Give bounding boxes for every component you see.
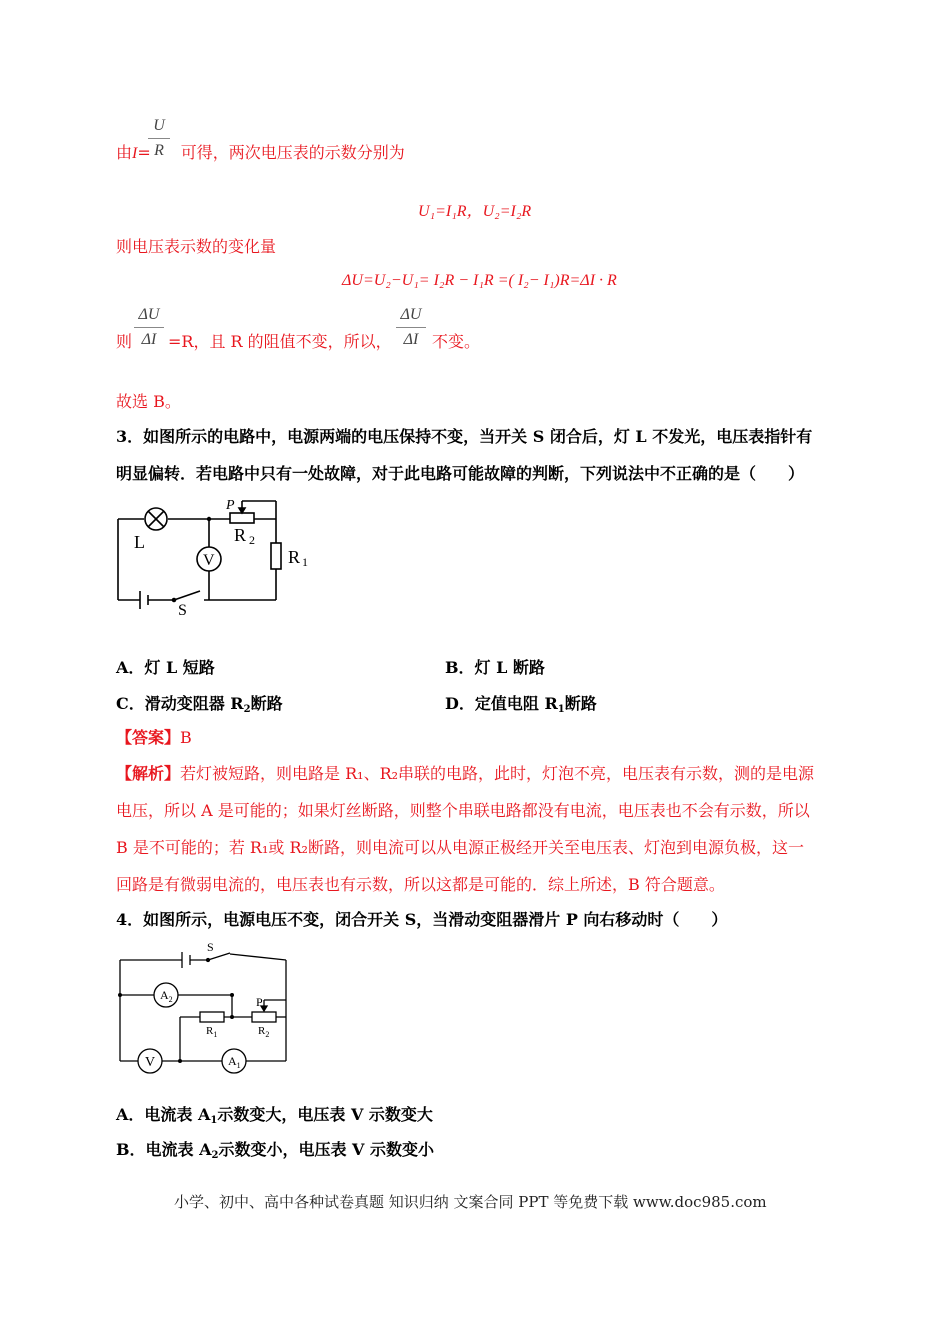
q3-stem-line-1: 3．如图所示的电路中，电源两端的电压保持不变，当开关 S 闭合后，灯 L 不发光，电压表指针有	[116, 427, 813, 446]
q3-option-c: C．滑动变阻器 $R_2$断路	[116, 694, 283, 715]
label-R1: R 1	[288, 547, 309, 569]
fraction-du-over-di-2: ΔU ΔI	[396, 305, 426, 350]
conclusion: 故选 B。	[116, 392, 181, 411]
analysis-line-2: 电压，所以 A 是可能的；如果灯丝断路，则整个串联电路都没有电流，电压表也不会有示数，所以	[116, 801, 810, 820]
q4-stem: 4．如图所示，电源电压不变，闭合开关 S，当滑动变阻器滑片 P 向右移动时（ ）	[116, 910, 728, 929]
q3-circuit-diagram	[108, 495, 318, 620]
equation-u1-u2: U₁=I₁R，U₂=I₂R	[418, 203, 532, 220]
solution-line-2: 则电压表示数的变化量	[116, 237, 277, 256]
q4-option-a: A．电流表 $A_1$示数变大，电压表 V 示数变大	[116, 1105, 433, 1126]
label-A1: $A_1$	[228, 1054, 241, 1070]
q3-option-b: B．灯 L 断路	[445, 658, 545, 677]
frac-numerator: U	[153, 117, 165, 134]
q3-analysis	[116, 755, 836, 903]
q3-option-a: A．灯 L 短路	[116, 658, 215, 677]
solution-line-1: 由I= 可得，两次电压表的示数分别为	[116, 143, 405, 162]
label-S: S	[207, 940, 214, 954]
q3-answer: 【答案】B	[116, 728, 192, 747]
label-R2: $R_2$	[258, 1025, 270, 1039]
q3-option-d: D．定值电阻 $R_1$断路	[445, 694, 597, 715]
fraction-du-over-di-1: ΔU ΔI	[134, 305, 164, 350]
solution-line-3a: 则	[116, 332, 133, 351]
q4-circuit-diagram	[110, 940, 295, 1080]
analysis-line-4: 回路是有微弱电流的，电压表也有示数，所以这都是可能的．综上所述，B 符合题意。	[116, 875, 725, 894]
q3-stem-line-2: 明显偏转．若电路中只有一处故障，对于此电路可能故障的判断，下列说法中不正确的是（ ）	[116, 464, 805, 483]
label-R1: $R_1$	[206, 1025, 218, 1039]
label-S: S	[178, 602, 187, 619]
label-L: L	[134, 532, 145, 552]
label-P: P	[226, 498, 235, 513]
label-V: V	[203, 552, 215, 569]
label-R2: R 2	[234, 525, 256, 547]
label-P: P	[256, 995, 263, 1009]
analysis-line-3: B 是不可能的；若 R₁或 R₂断路，则电流可以从电源正极经开关至电压表、灯泡到电源负极，这一	[116, 838, 804, 857]
equation-delta-u: ΔU=U₂−U₁= I₂R − I₁R =( I₂− I₁)R=ΔI · R	[342, 272, 617, 289]
solution-line-3b: =R，且 R 的阻值不变，所以，	[168, 332, 392, 351]
frac-bar	[148, 138, 170, 139]
label-V: V	[145, 1055, 156, 1070]
analysis-line-1: 【解析】若灯被短路，则电路是 R₁、R₂串联的电路，此时，灯泡不亮，电压表有示数，测的是电源	[116, 764, 815, 783]
frac-denominator: R	[154, 142, 164, 159]
q4-option-b: B．电流表 $A_2$示数变小，电压表 V 示数变小	[116, 1140, 435, 1161]
label-A2: $A_2$	[160, 988, 173, 1004]
solution-line-3c: 不变。	[432, 332, 481, 351]
page-footer: 小学、初中、高中各种试卷真题 知识归纳 文案合同 PPT 等免费下载 www.doc985.com	[174, 1193, 767, 1211]
